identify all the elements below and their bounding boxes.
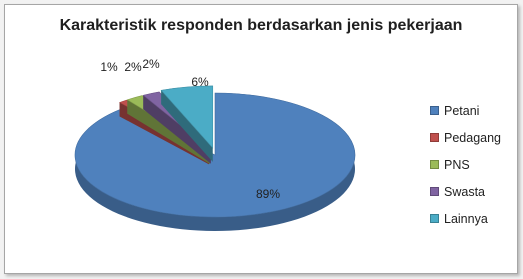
legend-swatch-pns	[430, 160, 439, 169]
legend	[430, 97, 501, 232]
legend-label-pns: PNS	[444, 157, 470, 172]
data-label-pedagang: 1%	[100, 60, 118, 74]
legend-swatch-swasta	[430, 187, 439, 196]
legend-label-petani: Petani	[444, 103, 480, 118]
pie-slice-petani	[75, 93, 355, 231]
legend-swatch-lainnya	[430, 214, 439, 223]
chart-area	[4, 4, 518, 274]
data-label-petani: 89%	[255, 187, 281, 201]
legend-item-pedagang	[430, 124, 501, 151]
legend-item-pns	[430, 151, 501, 178]
pie-top-petani	[75, 93, 355, 217]
legend-label-swasta: Swasta	[444, 184, 485, 199]
legend-label-pedagang: Pedagang	[444, 130, 502, 145]
data-label-pns: 2%	[124, 60, 142, 74]
data-label-swasta: 2%	[142, 57, 160, 71]
legend-item-lainnya	[430, 205, 501, 232]
legend-swatch-petani	[430, 106, 439, 115]
legend-label-lainnya: Lainnya	[444, 211, 488, 226]
chart-title: Karakteristik responden berdasarkan jenis pekerjaan	[59, 17, 463, 34]
legend-item-swasta	[430, 178, 501, 205]
data-label-lainnya: 6%	[191, 75, 209, 89]
legend-item-petani	[430, 97, 501, 124]
legend-swatch-pedagang	[430, 133, 439, 142]
